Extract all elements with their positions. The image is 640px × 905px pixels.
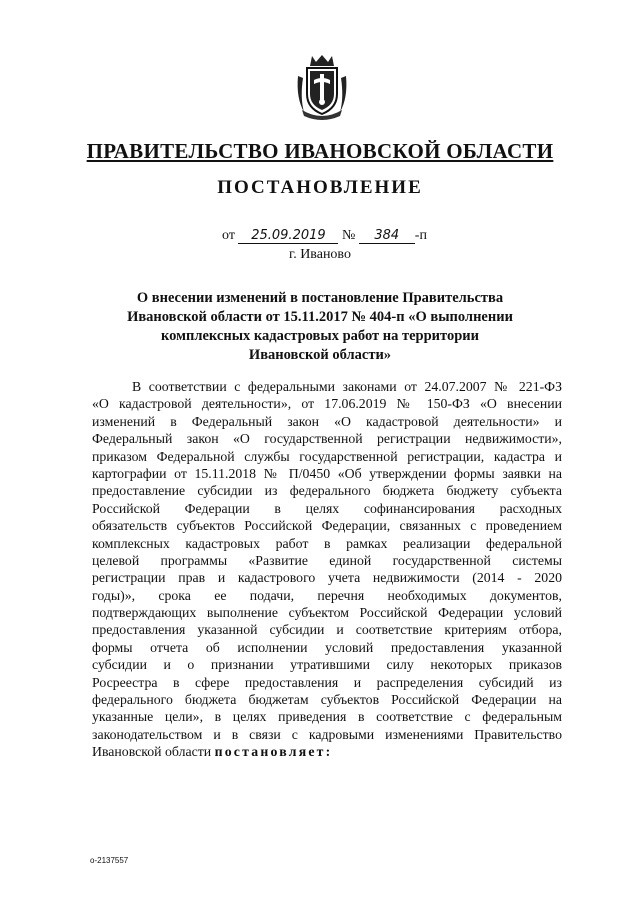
- body-line: предоставления указанной субсидии и соответствие критериям отбора,: [92, 622, 562, 638]
- body-line: предоставление субсидии из федерального бюджета бюджету субъекта: [92, 483, 562, 499]
- title-line: Ивановской области от 15.11.2017 № 404-п «О выполнении: [127, 309, 513, 325]
- body-line: формы отчета об исполнении условий предоставления указанной: [92, 639, 562, 655]
- body-line: картографии от 15.11.2018 № П/0450 «Об утверждении формы заявки на: [92, 465, 562, 481]
- body-line: Федеральный закон «О государственной регистрации недвижимости»,: [92, 431, 562, 447]
- body-line: Российской Федерации в целях софинансирования расходных: [92, 500, 562, 516]
- body-line-final: [92, 743, 562, 760]
- body-line: законодательством и в связи с кадровыми изменениями Правительство: [92, 726, 562, 742]
- body-line: обязательств субъектов Российской Федерации, связанных с проведением: [92, 518, 562, 534]
- body-line: федерального бюджета бюджетам субъектов Российской Федерации на: [92, 692, 562, 708]
- handwritten-number: 384: [359, 228, 415, 244]
- body-line: Росреестра в сфере предоставления и распределения субсидий из: [92, 674, 562, 690]
- body-line: указанные цели», в целях приведения в соответствие с федеральным: [92, 709, 562, 725]
- document-code: o-2137557: [90, 856, 129, 865]
- body-final-text: Ивановской области: [92, 744, 215, 760]
- resolution-title: [100, 289, 540, 365]
- date-number-line: [222, 228, 427, 244]
- coat-of-arms-emblem: [294, 54, 350, 120]
- date-prefix: от: [222, 228, 235, 243]
- body-line: субсидии и о признании утратившими силу некоторых приказов: [92, 657, 562, 673]
- body-line: изменений в Федеральный закон «О кадастровой деятельности» и: [92, 413, 562, 429]
- body-line: годы)», срока ее подачи, перечня необходимых документов,: [92, 587, 562, 603]
- body-line: комплексных кадастровых работ в рамках реализации федеральной: [92, 535, 562, 551]
- preamble-paragraph: [92, 378, 562, 761]
- title-line: О внесении изменений в постановление Правительства: [136, 290, 504, 306]
- number-label: №: [341, 228, 356, 243]
- body-line: «О кадастровой деятельности», от 17.06.2019 № 150-ФЗ «О внесении: [92, 396, 562, 412]
- body-line: В соответствии с федеральными законами от 24.07.2007 № 221-ФЗ: [132, 379, 562, 394]
- title-line: комплексных кадастровых работ на территории: [160, 328, 479, 344]
- title-line: Ивановской области»: [248, 347, 392, 363]
- city: г. Иваново: [289, 247, 351, 262]
- body-line: регистрации прав и кадастрового учета недвижимости (2014 - 2020: [92, 570, 562, 586]
- document-type: ПОСТАНОВЛЕНИЕ: [217, 177, 423, 198]
- organization-name: ПРАВИТЕЛЬСТВО ИВАНОВСКОЙ ОБЛАСТИ: [86, 139, 554, 163]
- handwritten-date: 25.09.2019: [238, 228, 338, 244]
- body-line: подтверждающих выполнение субъектом Российской Федерации условий: [92, 605, 562, 621]
- body-line: приказом Федеральной службы государственной регистрации, кадастра и: [92, 448, 562, 464]
- resolves-keyword: постановляет:: [214, 744, 333, 760]
- body-line: целевой программы «Развитие единой государственной системы: [92, 552, 562, 568]
- number-suffix: -п: [414, 228, 427, 243]
